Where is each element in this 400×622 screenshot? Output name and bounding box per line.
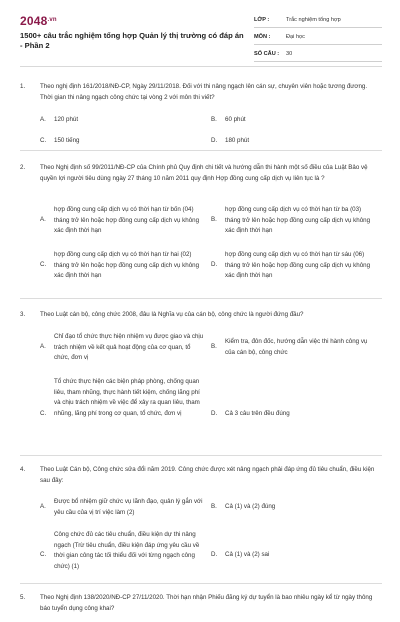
option-text: hợp đồng cung cấp dịch vụ có thời hạn từ sáu (06) tháng trở lên hoặc hợp đồng cung cấp dịch vụ không xác định thời hạn bbox=[225, 251, 371, 279]
option-text: hợp đồng cung cấp dịch vụ có thời hạn từ ba (03) tháng trở lên hoặc hợp đồng cung cấp dịch vụ không xác định thời hạn bbox=[225, 206, 371, 234]
question-number: 4. bbox=[20, 466, 26, 473]
question-divider bbox=[20, 150, 382, 151]
option-text: hợp đồng cung cấp dịch vụ có thời hạn từ bốn (04) tháng trở lên hoặc hợp đồng cung cấp dịch vụ không xác định thời hạn bbox=[54, 206, 200, 234]
logo-suffix: .vn bbox=[47, 17, 57, 23]
meta-count-label: SỐ CÂU : bbox=[254, 51, 280, 57]
meta-class-label: LỚP : bbox=[254, 17, 270, 23]
option-letter: B. bbox=[211, 503, 217, 510]
meta-count-row bbox=[254, 46, 382, 62]
option-text: Chỉ đạo tổ chức thực hiện nhiệm vụ được giao và chịu trách nhiệm về kết quả hoạt động của cơ quan, tổ chức, đơn vị bbox=[54, 333, 204, 361]
option-letter: D. bbox=[211, 137, 218, 144]
question-4 bbox=[20, 464, 382, 584]
option-text: 120 phút bbox=[54, 116, 79, 123]
question-text: Theo Nghị định số 99/2011/NĐ-CP của Chính phủ Quy định chi tiết và hướng dẫn thi hành một số điều của Luật Bảo vệ quyền lợi người tiêu dùng ngày 27 tháng 10 năm 2011 quy định Hợp đồng cung cấp dịch vụ liên tục là ? bbox=[40, 164, 368, 182]
question-1 bbox=[20, 81, 382, 161]
option-letter: B. bbox=[211, 216, 217, 223]
meta-class-row bbox=[254, 12, 382, 28]
option-letter: D. bbox=[211, 551, 218, 558]
option-text: Cả 3 câu trên đều đúng bbox=[225, 410, 290, 417]
option-letter: C. bbox=[40, 551, 47, 558]
question-number: 5. bbox=[20, 594, 26, 601]
meta-subject-label: MÔN : bbox=[254, 34, 271, 40]
question-text: Theo Nghị định 138/2020/NĐ-CP 27/11/2020. Thời hạn nhận Phiếu đăng ký dự tuyển là bao nhiêu ngày kể từ ngày thông báo tuyển dụng công khai? bbox=[40, 594, 373, 612]
option-text: 150 tiếng bbox=[54, 137, 80, 144]
option-letter: A. bbox=[40, 216, 46, 223]
question-number: 2. bbox=[20, 164, 26, 171]
question-3 bbox=[20, 309, 382, 479]
question-divider bbox=[20, 583, 382, 584]
option-letter: A. bbox=[40, 343, 46, 350]
option-text: hợp đồng cung cấp dịch vụ có thời hạn từ hai (02) tháng trở lên hoặc hợp đồng cung cấp dịch vụ không xác định thời hạn bbox=[54, 251, 200, 279]
option-text: Cả (1) và (2) đúng bbox=[225, 503, 276, 510]
logo-text: 2048 bbox=[20, 14, 48, 28]
option-letter: C. bbox=[40, 261, 47, 268]
option-letter: D. bbox=[211, 410, 218, 417]
question-text: Theo Luật Cán bộ, Công chức sửa đổi năm 2019. Công chức được xét nâng ngạch phải đáp ứng đủ tiêu chuẩn, điều kiện sau đây: bbox=[40, 466, 375, 484]
option-text: Được bổ nhiệm giữ chức vụ lãnh đạo, quản lý gắn với yêu cầu của vị trí việc làm (2) bbox=[54, 498, 203, 516]
question-number: 3. bbox=[20, 311, 26, 318]
option-text: 60 phút bbox=[225, 116, 246, 123]
option-text: 180 phút bbox=[225, 137, 250, 144]
question-divider bbox=[20, 455, 382, 456]
option-text: Cả (1) và (2) sai bbox=[225, 551, 270, 558]
meta-class-value: Trắc nghiệm tổng hợp bbox=[286, 17, 341, 23]
option-letter: A. bbox=[40, 116, 46, 123]
option-letter: C. bbox=[40, 410, 47, 417]
option-text: Tổ chức thực hiện các biện pháp phòng, chống quan liêu, tham nhũng, thực hành tiết kiệm, chống lãng phí và chịu trách nhiệm về việc để xảy ra quan liêu, tham nhũng, lãng phí trong cơ quan, tổ chức, đơn vị bbox=[54, 378, 200, 417]
meta-subject-value: Đại học bbox=[286, 34, 305, 40]
option-letter: B. bbox=[211, 116, 217, 123]
question-divider bbox=[20, 298, 382, 299]
meta-count-value: 30 bbox=[286, 51, 293, 57]
site-logo[interactable] bbox=[20, 14, 57, 28]
option-text: Kiểm tra, đôn đốc, hướng dẫn việc thi hành công vụ của cán bộ, công chức bbox=[225, 338, 368, 356]
option-text: Công chức đủ các tiêu chuẩn, điều kiện dự thi nâng ngạch (Trừ tiêu chuẩn, điều kiện đáp ứng yêu cầu về thời gian công tác tối thiểu đối với từng ngạch công chức) (1) bbox=[54, 531, 200, 570]
option-letter: D. bbox=[211, 261, 218, 268]
option-letter: B. bbox=[211, 343, 217, 350]
question-5 bbox=[20, 592, 382, 622]
option-letter: A. bbox=[40, 503, 46, 510]
question-text: Theo nghị định 161/2018/NĐ-CP, Ngày 29/11/2018. Đối với thi nâng ngạch lên cán sự, chuyên viên hoặc tương đương. Thời gian thi nâng ngạch công chức tại vòng 2 với môn thi viết? bbox=[40, 83, 368, 101]
document-title: 1500+ câu trắc nghiệm tổng hợp Quản lý thị trường có đáp án - Phần 2 bbox=[20, 31, 244, 50]
document-header bbox=[0, 0, 400, 66]
question-number: 1. bbox=[20, 83, 26, 90]
question-list bbox=[0, 66, 400, 612]
question-text: Theo Luật cán bộ, công chức 2008, đâu là Nghĩa vụ của cán bộ, công chức là người đứng đầu? bbox=[40, 311, 304, 318]
option-letter: C. bbox=[40, 137, 47, 144]
meta-subject-row bbox=[254, 29, 382, 45]
